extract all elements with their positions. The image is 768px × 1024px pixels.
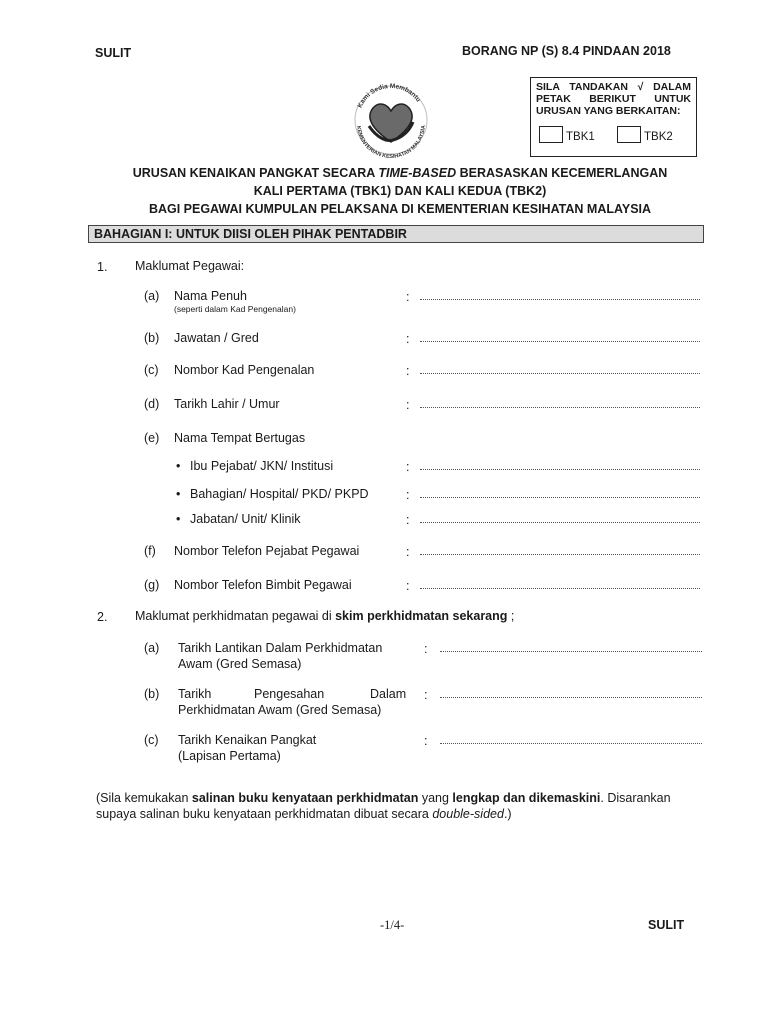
q1e3-field[interactable] bbox=[420, 522, 700, 523]
q1a-field[interactable] bbox=[420, 299, 700, 300]
q1a-colon: : bbox=[406, 290, 410, 304]
q2b-tag: (b) bbox=[144, 687, 160, 701]
tick-instruction: SILA TANDAKAN √ DALAM PETAK BERIKUT UNTUK URUSAN YANG BERKAITAN: bbox=[536, 81, 691, 117]
q1g-label: Nombor Telefon Bimbit Pegawai bbox=[174, 578, 352, 592]
note-em: double-sided bbox=[432, 807, 504, 821]
bullet-icon: • bbox=[176, 487, 181, 501]
logo-name: KEMENTERIAN KESIHATAN MALAYSIA bbox=[355, 124, 428, 160]
service-record-note bbox=[96, 790, 706, 822]
q1c-colon: : bbox=[406, 364, 410, 378]
q2-number: 2. bbox=[97, 610, 108, 624]
title-line1-em: TIME-BASED bbox=[378, 166, 457, 180]
title-line1-post: BERASASKAN KECEMERLANGAN bbox=[456, 166, 668, 180]
q2b-line2: Perkhidmatan Awam (Gred Semasa) bbox=[178, 703, 382, 717]
q1a-sublabel: (seperti dalam Kad Pengenalan) bbox=[174, 304, 296, 314]
q1e1-field[interactable] bbox=[420, 469, 700, 470]
classification-footer: SULIT bbox=[648, 918, 685, 932]
note-part1: (Sila kemukakan bbox=[96, 791, 192, 805]
page-number: -1/4- bbox=[380, 918, 405, 932]
q1e1-label: Ibu Pejabat/ JKN/ Institusi bbox=[190, 459, 334, 473]
q2b-colon: : bbox=[424, 688, 428, 702]
q2-label-bold: skim perkhidmatan sekarang bbox=[335, 609, 508, 623]
note-part3: . Disarankan supaya salinan buku kenyataan perkhidmatan dibuat secara bbox=[96, 791, 671, 821]
q1c-tag: (c) bbox=[144, 363, 159, 377]
q2-label-post: ; bbox=[507, 609, 515, 623]
q2a-colon: : bbox=[424, 642, 428, 656]
q2c-line1: Tarikh Kenaikan Pangkat bbox=[178, 733, 317, 747]
logo-motto: Kami Sedia Membantu bbox=[356, 82, 422, 110]
q2c-field[interactable] bbox=[440, 743, 702, 744]
q2a-line1: Tarikh Lantikan Dalam Perkhidmatan bbox=[178, 641, 383, 655]
note-part2: yang bbox=[418, 791, 453, 805]
note-bold1: salinan buku kenyataan perkhidmatan bbox=[191, 791, 419, 805]
tbk1-checkbox[interactable] bbox=[539, 126, 563, 143]
q1f-label: Nombor Telefon Pejabat Pegawai bbox=[174, 544, 360, 558]
q2-label bbox=[135, 608, 514, 624]
title-line2: KALI PERTAMA (TBK1) DAN KALI KEDUA (TBK2) bbox=[253, 184, 547, 198]
q1b-colon: : bbox=[406, 332, 410, 346]
q1g-tag: (g) bbox=[144, 578, 160, 592]
q2c-colon: : bbox=[424, 734, 428, 748]
tbk2-checkbox[interactable] bbox=[617, 126, 641, 143]
bullet-icon: • bbox=[176, 459, 181, 473]
svg-text:Kami Sedia Membantu bbox=[357, 83, 422, 109]
tbk1-label: TBK1 bbox=[566, 131, 595, 143]
q1c-field[interactable] bbox=[420, 373, 700, 374]
q2b-field[interactable] bbox=[440, 697, 702, 698]
q2a-line2: Awam (Gred Semasa) bbox=[178, 657, 302, 671]
q1-number: 1. bbox=[97, 260, 108, 274]
q1-label: Maklumat Pegawai: bbox=[135, 259, 245, 273]
q1e3-label: Jabatan/ Unit/ Klinik bbox=[190, 512, 301, 526]
q2a-field[interactable] bbox=[440, 651, 702, 652]
note-part4: .) bbox=[503, 807, 512, 821]
q1e1-colon: : bbox=[406, 460, 410, 474]
q1d-colon: : bbox=[406, 398, 410, 412]
q1b-field[interactable] bbox=[420, 341, 700, 342]
q1b-tag: (b) bbox=[144, 331, 160, 345]
q2b-word2: Pengesahan bbox=[254, 687, 325, 701]
q1e-label: Nama Tempat Bertugas bbox=[174, 431, 306, 445]
q2c-line2: (Lapisan Pertama) bbox=[178, 749, 281, 763]
bullet-icon: • bbox=[176, 512, 181, 526]
q1c-label: Nombor Kad Pengenalan bbox=[174, 363, 315, 377]
q1d-field[interactable] bbox=[420, 407, 700, 408]
q1d-label: Tarikh Lahir / Umur bbox=[174, 397, 280, 411]
q1e2-label: Bahagian/ Hospital/ PKD/ PKPD bbox=[190, 487, 369, 501]
q1a-tag: (a) bbox=[144, 289, 160, 303]
q1a-label: Nama Penuh bbox=[174, 289, 247, 303]
q1b-label: Jawatan / Gred bbox=[174, 331, 259, 345]
q1e3-colon: : bbox=[406, 513, 410, 527]
ministry-of-health-logo-icon bbox=[343, 80, 438, 160]
q1f-colon: : bbox=[406, 545, 410, 559]
q2a-tag: (a) bbox=[144, 641, 160, 655]
q1e2-field[interactable] bbox=[420, 497, 700, 498]
q1g-field[interactable] bbox=[420, 588, 700, 589]
classification-header: SULIT bbox=[95, 46, 132, 60]
tbk2-option[interactable] bbox=[617, 126, 673, 143]
q1f-tag: (f) bbox=[144, 544, 156, 558]
title-line3: BAGI PEGAWAI KUMPULAN PELAKSANA DI KEMENTERIAN KESIHATAN MALAYSIA bbox=[148, 202, 652, 216]
q2b-word1: Tarikh bbox=[178, 687, 212, 701]
q1g-colon: : bbox=[406, 579, 410, 593]
tbk1-option[interactable] bbox=[539, 126, 595, 143]
form-code: BORANG NP (S) 8.4 PINDAAN 2018 bbox=[462, 44, 671, 58]
q1e-tag: (e) bbox=[144, 431, 160, 445]
q1f-field[interactable] bbox=[420, 554, 700, 555]
q1e2-colon: : bbox=[406, 488, 410, 502]
q2-label-pre: Maklumat perkhidmatan pegawai di bbox=[135, 609, 336, 623]
form-title bbox=[80, 164, 720, 218]
application-type-box bbox=[530, 77, 697, 157]
tbk2-label: TBK2 bbox=[644, 131, 673, 143]
q1d-tag: (d) bbox=[144, 397, 160, 411]
q2b-word3: Dalam bbox=[370, 687, 407, 701]
title-line1-pre: URUSAN KENAIKAN PANGKAT SECARA bbox=[132, 166, 379, 180]
section-heading: BAHAGIAN I: UNTUK DIISI OLEH PIHAK PENTADBIR bbox=[88, 225, 704, 243]
note-bold2: lengkap dan dikemaskini bbox=[452, 791, 601, 805]
q2c-tag: (c) bbox=[144, 733, 159, 747]
